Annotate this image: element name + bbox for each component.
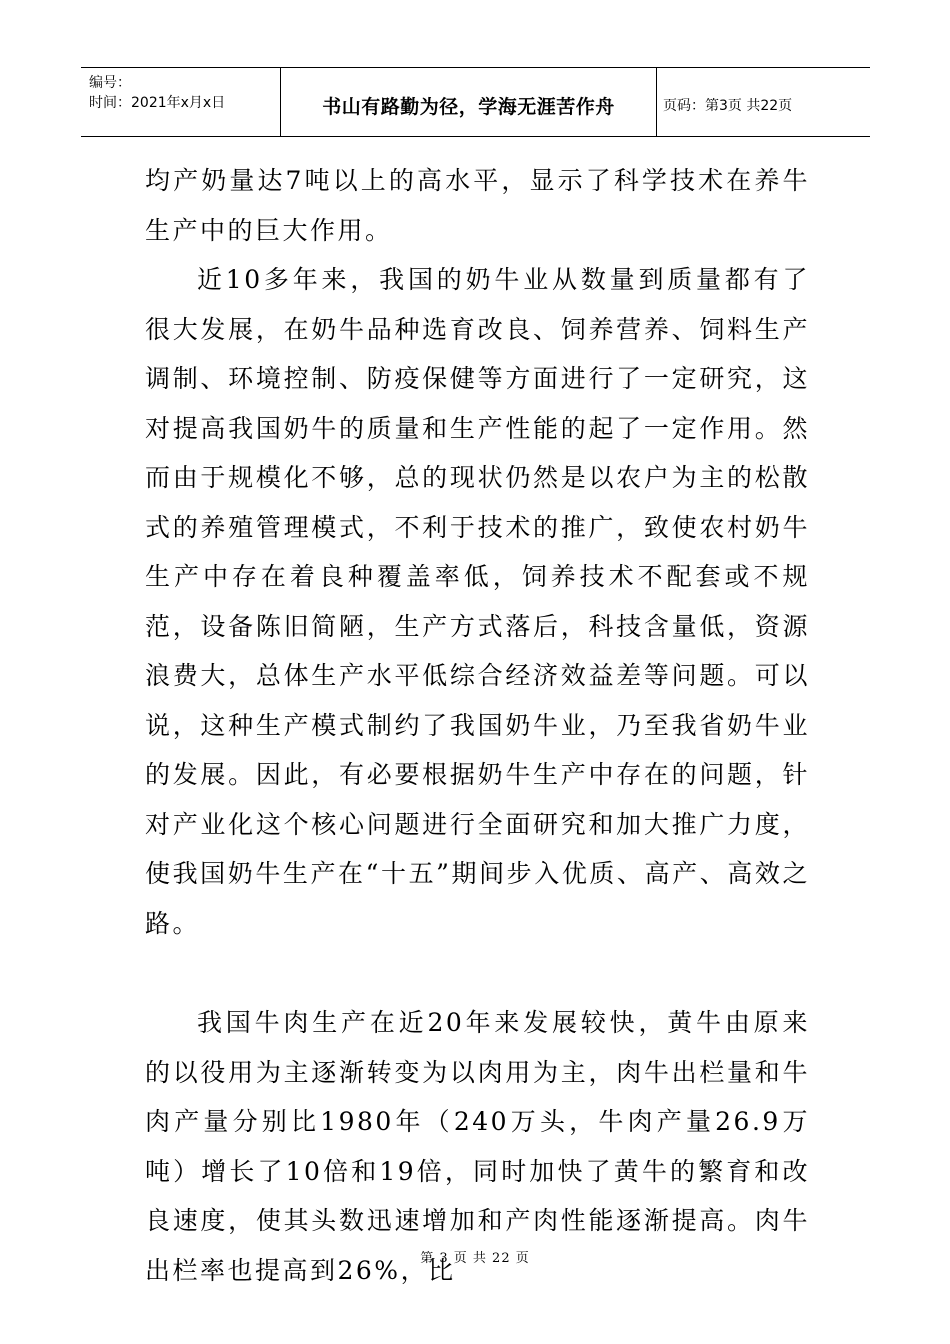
- header-motto: 书山有路勤为径，学海无涯苦作舟: [281, 68, 657, 136]
- page-header: [81, 67, 870, 137]
- document-number-label: 编号：: [89, 75, 131, 91]
- paragraph-continuation: 均产奶量达7吨以上的高水平，显示了科学技术在养牛生产中的巨大作用。: [145, 166, 810, 245]
- paragraph-dairy-industry: 近10多年来，我国的奶牛业从数量到质量都有了很大发展，在奶牛品种选育改良、饲养营养、饲料生产调制、环境控制、防疫保健等方面进行了一定研究，这对提高我国奶牛的质量和生产性能的起了一定作用。然而由于规模化不够，总的现状仍然是以农户为主的松散式的养殖管理模式，不利于技术的推广，致使农村奶牛生产中存在着良种覆盖率低，饲养技术不配套或不规范，设备陈旧简陋，生产方式落后，科技含量低，资源浪费大，总体生产水平低综合经济效益差等问题。可以说，这种生产模式制约了我国奶牛业，乃至我省奶牛业的发展。因此，有必要根据奶牛生产中存在的问题，针对产业化这个核心问题进行全面研究和加大推广力度，使我国奶牛生产在“十五”期间步入优质、高产、高效之路。: [145, 265, 810, 938]
- document-time-label: 时间：2021年x月x日: [89, 95, 226, 111]
- document-body: [145, 156, 810, 1295]
- paragraph-spacer: [145, 948, 810, 998]
- header-meta: [81, 68, 281, 136]
- page-footer: 第 3 页 共 22 页: [420, 1251, 530, 1266]
- header-page-info: 页码：第3页 共22页: [663, 98, 793, 114]
- paragraph-beef-production: 我国牛肉生产在近20年来发展较快，黄牛由原来的以役用为主逐渐转变为以肉用为主，肉牛出栏量和牛肉产量分别比1980年（240万头，牛肉产量26.9万吨）增长了10倍和19倍，同时加快了黄牛的繁育和改良速度，使其头数迅速增加和产肉性能逐渐提高。肉牛出栏率也提高到26%，比: [145, 1008, 810, 1285]
